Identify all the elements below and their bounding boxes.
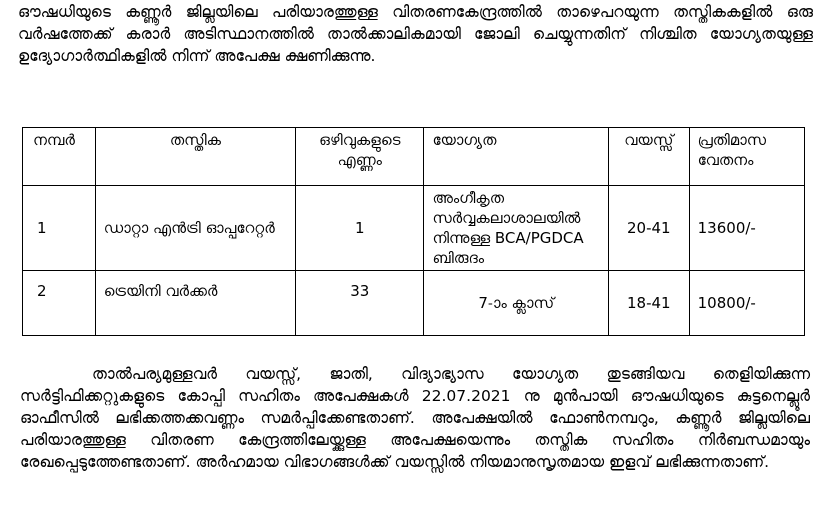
cell-salary: 13600/-	[689, 186, 804, 271]
intro-paragraph: ഔഷധിയുടെ കണ്ണൂർ ജില്ലയിലെ പരിയാരത്തുള്ള വിതരണകേന്ദ്രത്തിൽ താഴെപറയുന്ന തസ്തികകളിൽ ഒരു വർഷത്തേക്ക് കരാർ അടിസ്ഥാനത്തിൽ താൽക്കാലികമായി ജോലി ചെയ്യുന്നതിന് നിശ്ചിത യോഗ്യതയുള്ള ഉദ്യോഗാർത്ഥികളിൽ നിന്ന് അപേക്ഷ ക്ഷണിക്കുന്നു.	[18, 3, 813, 65]
cell-qualification: അംഗീകൃത സർവ്വകലാശാലയിൽ നിന്നുള്ള BCA/PGDCA ബിരുദം	[424, 186, 609, 271]
cell-qualification: 7-ാം ക്ലാസ്	[424, 271, 609, 336]
cell-no: 2	[23, 271, 96, 336]
cell-salary: 10800/-	[689, 271, 804, 336]
cell-post: ട്രെയിനി വർക്കർ	[95, 271, 295, 336]
closing-paragraph: താൽപര്യമുള്ളവർ വയസ്സ്, ജാതി, വിദ്യാഭ്യാസ യോഗ്യത തുടങ്ങിയവ തെളിയിക്കുന്ന സർട്ടിഫിക്കറ്റുകളുടെ കോപ്പി സഹിതം അപേക്ഷകൾ 22.07.2021 നു മുൻപായി ഔഷധിയുടെ കുട്ടനെല്ലൂർ ഓഫീസിൽ ലഭിക്കത്തക്കവണ്ണം സമർപ്പിക്കേണ്ടതാണ്. അപേക്ഷയിൽ ഫോൺനമ്പറും, കണ്ണൂർ ജില്ലയിലെ പരിയാരത്തുള്ള വിതരണ കേന്ദ്രത്തിലേയ്ക്കുള്ള അപേക്ഷയെന്നും തസ്തിക സഹിതം നിർബന്ധമായും രേഖപ്പെടുത്തേണ്ടതാണ്. അർഹമായ വിഭാഗങ്ങൾക്ക് വയസ്സിൽ നിയമാനുസൃതമായ ഇളവ് ലഭിക്കുന്നതാണ്.	[20, 365, 810, 471]
cell-vacancies: 1	[296, 186, 424, 271]
table-row	[23, 271, 805, 336]
header-salary: പ്രതിമാസ വേതനം	[689, 128, 804, 186]
table-row	[23, 186, 805, 271]
vacancy-table	[22, 127, 805, 336]
table-header-row	[23, 128, 805, 186]
header-age: വയസ്സ്	[608, 128, 689, 186]
header-no: നമ്പർ	[23, 128, 96, 186]
cell-age: 20-41	[608, 186, 689, 271]
header-post: തസ്തിക	[95, 128, 295, 186]
header-qualification: യോഗ്യത	[424, 128, 609, 186]
cell-vacancies: 33	[296, 271, 424, 336]
cell-age: 18-41	[608, 271, 689, 336]
header-vacancies: ഒഴിവുകളുടെ എണ്ണം	[296, 128, 424, 186]
cell-post: ഡാറ്റാ എൻട്രി ഓപ്പറേറ്റർ	[95, 186, 295, 271]
cell-no: 1	[23, 186, 96, 271]
